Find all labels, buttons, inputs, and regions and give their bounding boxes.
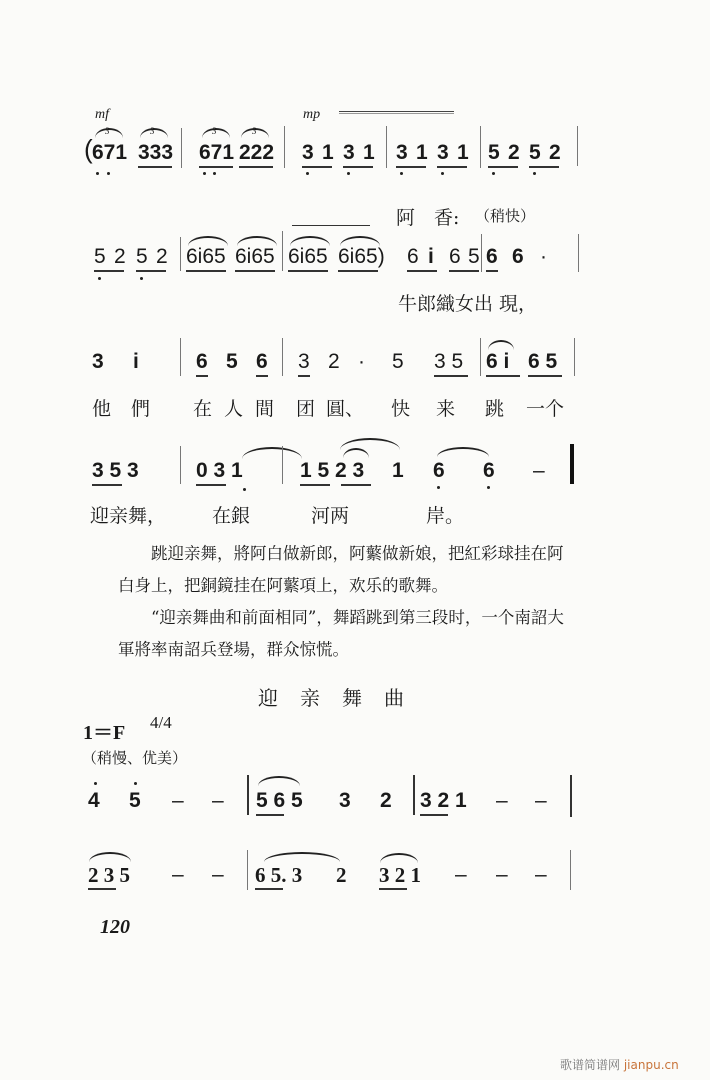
- lyric: 迎亲舞，: [90, 505, 167, 527]
- low-octave-dot: [96, 172, 99, 175]
- triplet-mark: 3: [212, 126, 217, 136]
- lyric: 团: [296, 398, 316, 420]
- underline: [138, 166, 172, 168]
- underline: [256, 814, 284, 816]
- note-pair: 6 i: [486, 350, 510, 373]
- note-group: 3 2 1: [420, 789, 467, 812]
- low-octave-dot: [437, 486, 440, 489]
- slur: [380, 853, 418, 863]
- barline: [180, 446, 181, 484]
- underline: [136, 270, 166, 272]
- underline: [92, 484, 122, 486]
- note: 6: [483, 459, 495, 482]
- dash: –: [212, 863, 224, 886]
- note: 5: [129, 789, 141, 812]
- barline: [247, 775, 249, 815]
- underline: [434, 375, 468, 377]
- note: 2: [380, 789, 392, 812]
- underline: [338, 270, 378, 272]
- barline: [570, 775, 572, 817]
- low-octave-dot: [243, 488, 246, 491]
- note: 6: [196, 350, 208, 373]
- dash: –: [533, 459, 545, 482]
- underline: [407, 270, 437, 272]
- note: 6: [449, 245, 461, 268]
- barline: [181, 128, 182, 168]
- note-pair: 3 5: [434, 350, 464, 373]
- note: 5: [529, 141, 541, 164]
- underline: [288, 270, 328, 272]
- barline: [574, 338, 575, 376]
- note: i: [428, 245, 434, 268]
- low-octave-dot: [98, 277, 101, 280]
- note: 2: [328, 350, 340, 373]
- underline: [256, 375, 268, 377]
- tie: [437, 447, 489, 457]
- slur: [488, 340, 514, 350]
- note-group: 333: [138, 141, 174, 164]
- note: 6: [256, 350, 268, 373]
- note: 5: [136, 245, 148, 268]
- low-octave-dot: [213, 172, 216, 175]
- stage-direction: [118, 538, 578, 666]
- low-octave-dot: [492, 172, 495, 175]
- note: 5: [468, 245, 480, 268]
- page-number: 120: [100, 916, 130, 938]
- underline: [235, 270, 275, 272]
- underline: [396, 166, 426, 168]
- note: 2: [336, 863, 347, 887]
- slur: [258, 776, 300, 786]
- final-barline: [570, 444, 574, 484]
- lyric: 在銀: [212, 505, 251, 527]
- barline: [481, 234, 482, 272]
- note-group: 3 5 3: [92, 459, 139, 482]
- note: 1: [416, 141, 428, 164]
- barline: [284, 126, 285, 168]
- barline: [247, 850, 248, 890]
- triplet-mark: 3: [150, 126, 155, 136]
- barline: [282, 446, 283, 484]
- dash: –: [455, 863, 467, 886]
- note: 6: [512, 245, 524, 268]
- underline: [239, 166, 273, 168]
- barline: [578, 234, 579, 272]
- lyric: 在: [193, 398, 213, 420]
- note-group: 6i65: [186, 245, 226, 268]
- note: 1: [322, 141, 334, 164]
- crescendo-hairpin: [292, 225, 370, 226]
- note-group: 6i65): [338, 245, 385, 268]
- note: 1: [392, 459, 404, 482]
- underline: [88, 888, 116, 890]
- low-octave-dot: [441, 172, 444, 175]
- slur: [264, 852, 340, 862]
- note: i: [133, 350, 139, 373]
- tempo-marking: （稍慢、优美）: [82, 749, 188, 767]
- note: 5: [392, 350, 404, 373]
- dash: –: [496, 863, 508, 886]
- lyric: 間: [255, 398, 275, 420]
- lyric: 們: [131, 398, 151, 420]
- underline: [449, 270, 479, 272]
- singer-label: 阿 香:: [396, 207, 460, 229]
- underline: [379, 888, 407, 890]
- note-pair: 6 5: [528, 350, 558, 373]
- note-group: 2 3 5: [88, 863, 130, 887]
- note: 6: [407, 245, 419, 268]
- note: 3: [298, 350, 310, 373]
- note: 2: [156, 245, 168, 268]
- underline: [437, 166, 467, 168]
- barline: [180, 237, 181, 271]
- note-group: 671: [92, 141, 128, 164]
- low-octave-dot: [107, 172, 110, 175]
- lyric: 岸。: [426, 505, 465, 527]
- note-group: 5 6 5: [256, 789, 303, 812]
- lyric: 快: [391, 398, 411, 420]
- triplet-mark: 3: [252, 126, 257, 136]
- lyric: 跳: [485, 398, 505, 420]
- paragraph: “迎亲舞曲和前面相同”，舞蹈跳到第三段时，一个南詔大軍將率南詔兵登場，群众惊慌。: [118, 608, 564, 659]
- note: 1: [457, 141, 469, 164]
- note: 2: [114, 245, 126, 268]
- note: 5: [488, 141, 500, 164]
- note: 3: [396, 141, 408, 164]
- paragraph: 跳迎亲舞，將阿白做新郎，阿蘩做新娘，把紅彩球挂在阿白身上，把銅鏡挂在阿蘩項上，欢乐的歌舞。: [118, 544, 564, 595]
- triplet-mark: 3: [105, 126, 110, 136]
- decrescendo-hairpin: [339, 111, 454, 112]
- note-group: 1 5 2 3: [300, 459, 365, 482]
- underline: [528, 375, 562, 377]
- note-group: 671: [199, 141, 235, 164]
- low-octave-dot: [140, 277, 143, 280]
- high-octave-dot: [94, 782, 97, 785]
- barline: [480, 126, 481, 168]
- dash: –: [172, 789, 184, 812]
- decrescendo-hairpin-lower: [339, 113, 454, 114]
- note-group: 3 2 1: [379, 863, 421, 887]
- note: 6: [486, 245, 498, 268]
- barline: [480, 338, 481, 376]
- underline: [343, 166, 373, 168]
- note: 6: [433, 459, 445, 482]
- underline: [196, 375, 208, 377]
- slur: [89, 852, 131, 862]
- underline: [186, 270, 226, 272]
- note: 5: [226, 350, 238, 373]
- dynamic-mf: mf: [95, 107, 109, 122]
- underline: [196, 484, 226, 486]
- dash: –: [496, 789, 508, 812]
- barline: [282, 231, 283, 271]
- underline: [341, 484, 371, 486]
- underline: [199, 166, 233, 168]
- watermark-url[interactable]: jianpu.cn: [623, 1058, 679, 1072]
- barline: [386, 126, 387, 168]
- low-octave-dot: [203, 172, 206, 175]
- tempo-marking: （稍快）: [475, 207, 536, 225]
- note-group: 222: [239, 141, 275, 164]
- note-group: 0 3 1: [196, 459, 243, 482]
- underline: [298, 375, 310, 377]
- note: 5: [94, 245, 106, 268]
- note-group: 6 5. 3: [255, 863, 303, 887]
- lyric: 来: [436, 398, 456, 420]
- lyric: 圓、: [326, 398, 365, 420]
- underline: [488, 166, 518, 168]
- note: 3: [339, 789, 351, 812]
- high-octave-dot: [134, 782, 137, 785]
- lyric: 他: [92, 398, 112, 420]
- barline: [570, 850, 571, 890]
- note: 1: [363, 141, 375, 164]
- time-signature: 4/4: [150, 713, 172, 732]
- note-group: 6i65: [288, 245, 328, 268]
- note: 2: [508, 141, 520, 164]
- tie: [242, 447, 302, 459]
- watermark-site-name: 歌谱简谱网: [560, 1058, 621, 1072]
- low-octave-dot: [306, 172, 309, 175]
- low-octave-dot: [533, 172, 536, 175]
- dash: –: [212, 789, 224, 812]
- underline: [486, 270, 498, 272]
- note: 3: [343, 141, 355, 164]
- underline: [420, 814, 448, 816]
- low-octave-dot: [347, 172, 350, 175]
- song-title: 迎亲舞曲: [258, 686, 426, 710]
- barline: [282, 338, 283, 376]
- low-octave-dot: [400, 172, 403, 175]
- note: 3: [92, 350, 104, 373]
- dash: –: [172, 863, 184, 886]
- dynamic-mp: mp: [303, 107, 321, 122]
- dash: –: [535, 789, 547, 812]
- lyrics: 牛郎織女出 現，: [398, 293, 538, 315]
- dot-extension: ·: [540, 245, 547, 268]
- lyric: 河两: [311, 505, 350, 527]
- note: 3: [302, 141, 314, 164]
- note: 4: [88, 789, 100, 812]
- watermark[interactable]: [560, 1056, 679, 1073]
- underline: [486, 375, 520, 377]
- open-parenthesis: (: [84, 134, 93, 164]
- note-group: 6i65: [235, 245, 275, 268]
- underline: [94, 270, 124, 272]
- dash: –: [535, 863, 547, 886]
- barline: [577, 126, 578, 166]
- barline: [180, 338, 181, 376]
- lyric: 一个: [526, 398, 565, 420]
- underline: [255, 888, 283, 890]
- low-octave-dot: [487, 486, 490, 489]
- lyric: 人: [224, 398, 244, 420]
- underline: [300, 484, 330, 486]
- barline: [413, 775, 415, 815]
- note: 3: [437, 141, 449, 164]
- note: 2: [549, 141, 561, 164]
- underline: [302, 166, 332, 168]
- key-signature: 1＝F: [83, 722, 126, 744]
- underline: [529, 166, 559, 168]
- dot-extension: ·: [358, 350, 365, 373]
